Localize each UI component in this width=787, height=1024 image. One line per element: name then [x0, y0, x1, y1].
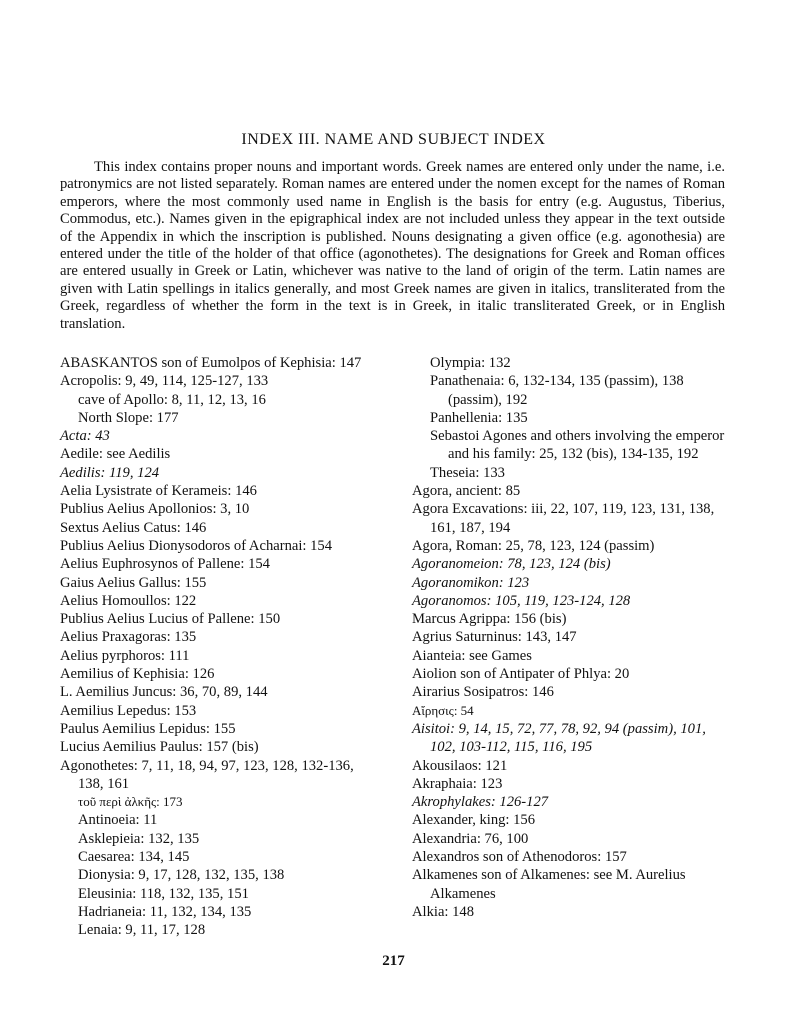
index-entry: Alexandria: 76, 100: [412, 830, 529, 847]
index-entry: Aisitoi: 9, 14, 15, 72, 77, 78, 92, 94 (passim), 101, 102, 103-112, 115, 116, 195: [412, 720, 706, 756]
index-entry: Agora, ancient: 85: [412, 483, 521, 500]
index-entry: ABASKANTOS son of Eumolpos of Kephisia: 147: [60, 355, 362, 371]
index-entry: L. Aemilius Juncus: 36, 70, 89, 144: [60, 684, 268, 701]
index-entry: Sextus Aelius Catus: 146: [60, 519, 207, 536]
index-subentry: Eleusinia: 118, 132, 135, 151: [78, 885, 249, 902]
index-entry: Publius Aelius Apollonios: 3, 10: [60, 501, 250, 518]
index-entry: Alexander, king: 156: [412, 812, 536, 829]
index-entry: Alkamenes son of Alkamenes: see M. Aurelius Alkamenes: [412, 867, 686, 902]
index-subentry: North Slope: 177: [78, 409, 179, 426]
index-entry: Agoranomikon: 123: [412, 574, 530, 591]
index-entry: Airarius Sosipatros: 146: [412, 684, 554, 701]
index-entry: Akraphaia: 123: [412, 775, 503, 792]
page-number: 217: [382, 953, 405, 969]
index-entry: Aianteia: see Games: [412, 647, 532, 664]
index-entry: Aelius pyrphoros: 111: [60, 647, 190, 664]
index-subentry: Lenaia: 9, 11, 17, 128: [78, 922, 206, 939]
index-entry: Akousilaos: 121: [412, 757, 508, 774]
index-subentry: Panathenaia: 6, 132-134, 135 (passim), 138 (passim), 192: [430, 373, 684, 408]
index-entry: Αἴρησις: 54: [412, 702, 474, 718]
index-entry: Aelius Homoullos: 122: [60, 592, 197, 609]
index-entry: Agoranomeion: 78, 123, 124 (bis): [412, 556, 611, 573]
index-entry: Marcus Agrippa: 156 (bis): [412, 611, 567, 628]
index-column-right: [412, 354, 725, 921]
index-entry: Akrophylakes: 126-127: [412, 794, 549, 811]
index-subentry: Caesarea: 134, 145: [78, 849, 190, 866]
index-entry: Alexandros son of Athenodoros: 157: [412, 849, 627, 866]
index-entry: Aelia Lysistrate of Kerameis: 146: [60, 483, 257, 500]
index-entry: Aemilius of Kephisia: 126: [60, 666, 215, 683]
index-entry: Aelius Euphrosynos of Pallene: 154: [60, 556, 270, 573]
index-subentry: Theseia: 133: [430, 464, 505, 481]
index-entry: Aemilius Lepedus: 153: [60, 702, 197, 719]
index-subentry: Olympia: 132: [430, 355, 511, 371]
index-entry: Aiolion son of Antipater of Phlya: 20: [412, 666, 630, 683]
index-subentry: Sebastoi Agones and others involving the emperor and his family: 25, 132 (bis), 134-135, 192: [430, 428, 725, 463]
index-entry: Lucius Aemilius Paulus: 157 (bis): [60, 739, 259, 756]
index-entry: Agoranomos: 105, 119, 123-124, 128: [412, 592, 631, 609]
index-entry: Acropolis: 9, 49, 114, 125-127, 133: [60, 373, 269, 390]
intro-paragraph: This index contains proper nouns and important words. Greek names are entered only under the name, i.e. patronymics are not listed separately. Roman names are entered under the nomen except for the names of Roman emperors, where the most commonly used name in English is the basis for entry (e.g. Augustus, Tiberius, Commodus, etc.). Names given in the epigraphical index are not included unless they appear in the text outside of the Appendix in which the inscription is published. Nouns designating a given office (e.g. agonothesia) are entered under the title of the holder of that office (agonothetes). The designations for Greek and Roman offices are entered usually in Greek or Latin, whichever was native to the land of origin of the term. Latin names are given with Latin spellings in italics generally, and most Greek names are given in italics, transliterated from the Greek, regardless of whether the form in the text is in Greek, in italic transliterated Greek, or in English translation.: [60, 159, 725, 332]
index-entry: Publius Aelius Lucius of Pallene: 150: [60, 611, 281, 628]
index-subentry: Asklepieia: 132, 135: [78, 830, 200, 847]
index-entry: Alkia: 148: [412, 903, 475, 920]
index-entry: Gaius Aelius Gallus: 155: [60, 574, 207, 591]
index-entry: Aelius Praxagoras: 135: [60, 629, 197, 646]
index-subentry: Dionysia: 9, 17, 128, 132, 135, 138: [78, 867, 285, 884]
index-entry: Agora Excavations: iii, 22, 107, 119, 123, 131, 138, 161, 187, 194: [412, 501, 715, 536]
index-subentry: cave of Apollo: 8, 11, 12, 13, 16: [78, 391, 266, 408]
index-entry: Paulus Aemilius Lepidus: 155: [60, 720, 236, 737]
index-subentry: Hadrianeia: 11, 132, 134, 135: [78, 903, 252, 920]
index-entry: Agonothetes: 7, 11, 18, 94, 97, 123, 128, 132-136, 138, 161: [60, 757, 354, 792]
page-title: INDEX III. NAME AND SUBJECT INDEX: [241, 131, 546, 148]
index-subentry: Panhellenia: 135: [430, 409, 528, 426]
index-entry: Aedile: see Aedilis: [60, 446, 171, 463]
index-column-left: [60, 354, 380, 940]
index-entry: Publius Aelius Dionysodoros of Acharnai: 154: [60, 537, 333, 554]
index-entry: Acta: 43: [60, 428, 110, 445]
index-entry: Aedilis: 119, 124: [60, 464, 160, 481]
index-subentry: Antinoeia: 11: [78, 812, 158, 829]
index-subentry: τοῦ περὶ ἀλκῆς: 173: [78, 794, 183, 810]
index-entry: Agrius Saturninus: 143, 147: [412, 629, 577, 646]
index-entry: Agora, Roman: 25, 78, 123, 124 (passim): [412, 537, 655, 554]
